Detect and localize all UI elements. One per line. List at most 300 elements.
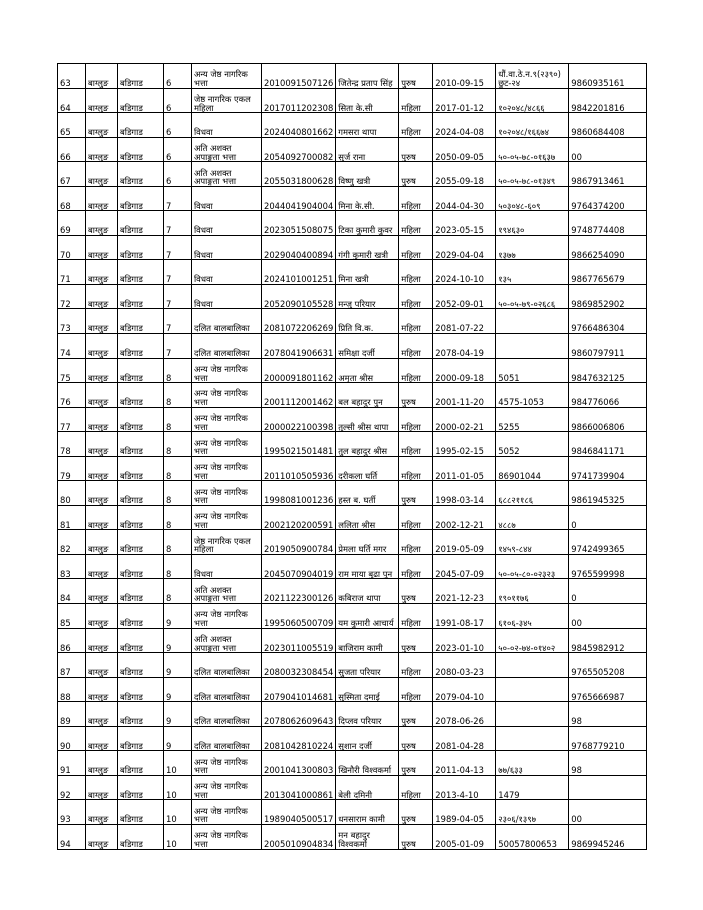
phone-number-cell: 9867765679 — [569, 260, 647, 285]
municipality-cell: बडिगाड — [118, 775, 164, 800]
beneficiary-name-cell: सिता के.सी — [336, 88, 399, 113]
table-row — [58, 604, 647, 629]
allowance-type-cell: जेष्ठ नागरिक एकल महिला — [192, 530, 262, 555]
gender-cell: पुरुष — [399, 702, 433, 727]
table-row — [58, 113, 647, 138]
citizenship-number-cell: ५०-०५-७८-०१६३७ — [496, 137, 569, 162]
allowance-type-cell: विधवा — [192, 235, 262, 260]
beneficiary-name-cell: यम कुमारी आचार्य — [336, 604, 399, 629]
municipality-cell: बडिगाड — [118, 726, 164, 751]
id-number-cell: 2021122300126 — [262, 579, 336, 604]
citizenship-number-cell: 4575-1053 — [496, 383, 569, 408]
id-number-cell: 2079041014681 — [262, 677, 336, 702]
serial-number-cell: 77 — [58, 407, 86, 432]
birth-date-cell: 2050-09-05 — [433, 137, 496, 162]
beneficiary-table — [57, 63, 647, 850]
ward-cell: 8 — [164, 579, 192, 604]
municipality-cell: बडिगाड — [118, 64, 164, 89]
gender-cell: महिला — [399, 284, 433, 309]
ward-cell: 7 — [164, 260, 192, 285]
allowance-type-cell: अन्य जेष्ठ नागरिक भत्ता — [192, 383, 262, 408]
ward-cell: 10 — [164, 751, 192, 776]
district-cell: बाग्लुङ — [86, 824, 118, 849]
phone-number-cell: 9860684408 — [569, 113, 647, 138]
table-row — [58, 579, 647, 604]
gender-cell: महिला — [399, 554, 433, 579]
table-row — [58, 530, 647, 555]
gender-cell: महिला — [399, 775, 433, 800]
phone-number-cell: 9845982912 — [569, 628, 647, 653]
municipality-cell: बडिगाड — [118, 800, 164, 825]
gender-cell: महिला — [399, 186, 433, 211]
beneficiary-name-cell: प्रिति वि.क. — [336, 309, 399, 334]
district-cell: बाग्लुङ — [86, 334, 118, 359]
birth-date-cell: 2023-05-15 — [433, 211, 496, 236]
municipality-cell: बडिगाड — [118, 604, 164, 629]
table-row — [58, 235, 647, 260]
citizenship-number-cell: १९०११७६ — [496, 579, 569, 604]
id-number-cell: 2080032308454 — [262, 653, 336, 678]
serial-number-cell: 67 — [58, 162, 86, 187]
id-number-cell: 2000091801162 — [262, 358, 336, 383]
municipality-cell: बडिगाड — [118, 432, 164, 457]
ward-cell: 8 — [164, 481, 192, 506]
municipality-cell: बडिगाड — [118, 751, 164, 776]
serial-number-cell: 89 — [58, 702, 86, 727]
birth-date-cell: 2000-09-18 — [433, 358, 496, 383]
municipality-cell: बडिगाड — [118, 162, 164, 187]
phone-number-cell: 9846841171 — [569, 432, 647, 457]
id-number-cell: 1989040500517 — [262, 800, 336, 825]
citizenship-number-cell: ५०-०२-७४-०१४०२ — [496, 628, 569, 653]
ward-cell: 6 — [164, 64, 192, 89]
phone-number-cell: 0 — [569, 579, 647, 604]
ward-cell: 7 — [164, 284, 192, 309]
ward-cell: 7 — [164, 334, 192, 359]
serial-number-cell: 71 — [58, 260, 86, 285]
birth-date-cell: 1995-02-15 — [433, 432, 496, 457]
gender-cell: पुरुष — [399, 137, 433, 162]
citizenship-number-cell: 5052 — [496, 432, 569, 457]
gender-cell: महिला — [399, 456, 433, 481]
district-cell: बाग्लुङ — [86, 137, 118, 162]
serial-number-cell: 88 — [58, 677, 86, 702]
citizenship-number-cell: ५०३०४८-६०९ — [496, 186, 569, 211]
municipality-cell: बडिगाड — [118, 211, 164, 236]
birth-date-cell: 2010-09-15 — [433, 64, 496, 89]
id-number-cell: 2005010904834 — [262, 824, 336, 849]
district-cell: बाग्लुङ — [86, 407, 118, 432]
citizenship-number-cell — [496, 334, 569, 359]
beneficiary-name-cell: बल बहादुर पुन — [336, 383, 399, 408]
table-row — [58, 407, 647, 432]
citizenship-number-cell — [496, 726, 569, 751]
table-row — [58, 702, 647, 727]
allowance-type-cell: अन्य जेष्ठ नागरिक भत्ता — [192, 456, 262, 481]
gender-cell: पुरुष — [399, 751, 433, 776]
ward-cell: 8 — [164, 407, 192, 432]
allowance-type-cell: विधवा — [192, 113, 262, 138]
birth-date-cell: 1998-03-14 — [433, 481, 496, 506]
phone-number-cell: 00 — [569, 800, 647, 825]
citizenship-number-cell: 1479 — [496, 775, 569, 800]
allowance-type-cell: जेष्ठ नागरिक एकल महिला — [192, 88, 262, 113]
phone-number-cell: 9765599998 — [569, 554, 647, 579]
gender-cell: महिला — [399, 260, 433, 285]
birth-date-cell: 2078-06-26 — [433, 702, 496, 727]
allowance-type-cell: दलित बालबालिका — [192, 726, 262, 751]
ward-cell: 7 — [164, 235, 192, 260]
citizenship-number-cell: ५०-०५-७९-०२६८६ — [496, 284, 569, 309]
birth-date-cell: 2055-09-18 — [433, 162, 496, 187]
municipality-cell: बडिगाड — [118, 260, 164, 285]
gender-cell: महिला — [399, 653, 433, 678]
gender-cell: पुरुष — [399, 824, 433, 849]
birth-date-cell: 2029-04-04 — [433, 235, 496, 260]
allowance-type-cell: अन्य जेष्ठ नागरिक भत्ता — [192, 800, 262, 825]
gender-cell: महिला — [399, 113, 433, 138]
birth-date-cell: 2081-07-22 — [433, 309, 496, 334]
serial-number-cell: 87 — [58, 653, 86, 678]
table-row — [58, 751, 647, 776]
phone-number-cell: 00 — [569, 137, 647, 162]
ward-cell: 7 — [164, 211, 192, 236]
phone-number-cell: 9860797911 — [569, 334, 647, 359]
phone-number-cell: 9866254090 — [569, 235, 647, 260]
id-number-cell: 2024040801662 — [262, 113, 336, 138]
id-number-cell: 2054092700082 — [262, 137, 336, 162]
beneficiary-name-cell: सुजता परियार — [336, 653, 399, 678]
phone-number-cell: 9766486304 — [569, 309, 647, 334]
table-row — [58, 211, 647, 236]
phone-number-cell: 984776066 — [569, 383, 647, 408]
ward-cell: 6 — [164, 137, 192, 162]
citizenship-number-cell: ६८८२११८६ — [496, 481, 569, 506]
municipality-cell: बडिगाड — [118, 554, 164, 579]
id-number-cell: 2000022100398 — [262, 407, 336, 432]
citizenship-number-cell: ५०-०५-८०-०२३२३ — [496, 554, 569, 579]
id-number-cell: 2081072206269 — [262, 309, 336, 334]
serial-number-cell: 93 — [58, 800, 86, 825]
ward-cell: 9 — [164, 677, 192, 702]
serial-number-cell: 79 — [58, 456, 86, 481]
id-number-cell: 2081042810224 — [262, 726, 336, 751]
ward-cell: 7 — [164, 186, 192, 211]
serial-number-cell: 69 — [58, 211, 86, 236]
district-cell: बाग्लुङ — [86, 604, 118, 629]
serial-number-cell: 76 — [58, 383, 86, 408]
table-row — [58, 824, 647, 849]
serial-number-cell: 82 — [58, 530, 86, 555]
citizenship-number-cell: १४५९-८४४ — [496, 530, 569, 555]
district-cell: बाग्लुङ — [86, 211, 118, 236]
gender-cell: महिला — [399, 334, 433, 359]
municipality-cell: बडिगाड — [118, 481, 164, 506]
district-cell: बाग्लुङ — [86, 702, 118, 727]
id-number-cell: 2002120200591 — [262, 505, 336, 530]
birth-date-cell: 2023-01-10 — [433, 628, 496, 653]
table-row — [58, 677, 647, 702]
birth-date-cell: 2078-04-19 — [433, 334, 496, 359]
phone-number-cell: 9861945325 — [569, 481, 647, 506]
id-number-cell: 2029040400894 — [262, 235, 336, 260]
ward-cell: 8 — [164, 554, 192, 579]
beneficiary-name-cell: गंगी कुमारी खत्री — [336, 235, 399, 260]
citizenship-number-cell: 86901044 — [496, 456, 569, 481]
serial-number-cell: 75 — [58, 358, 86, 383]
ward-cell: 6 — [164, 113, 192, 138]
district-cell: बाग्लुङ — [86, 235, 118, 260]
id-number-cell: 2001112001462 — [262, 383, 336, 408]
citizenship-number-cell: १९४६३० — [496, 211, 569, 236]
gender-cell: पुरुष — [399, 64, 433, 89]
birth-date-cell: 2045-07-09 — [433, 554, 496, 579]
id-number-cell: 2019050900784 — [262, 530, 336, 555]
municipality-cell: बडिगाड — [118, 824, 164, 849]
phone-number-cell: 9748774408 — [569, 211, 647, 236]
beneficiary-name-cell: सुशान दर्जी — [336, 726, 399, 751]
phone-number-cell: 98 — [569, 702, 647, 727]
table-row — [58, 137, 647, 162]
allowance-type-cell: दलित बालबालिका — [192, 677, 262, 702]
table-row — [58, 162, 647, 187]
allowance-type-cell: अति अशक्त अपाङ्गता भत्ता — [192, 137, 262, 162]
beneficiary-name-cell: धनसाराम कामी — [336, 800, 399, 825]
municipality-cell: बडिगाड — [118, 88, 164, 113]
ward-cell: 9 — [164, 653, 192, 678]
gender-cell: महिला — [399, 505, 433, 530]
allowance-type-cell: विधवा — [192, 554, 262, 579]
serial-number-cell: 78 — [58, 432, 86, 457]
serial-number-cell: 81 — [58, 505, 86, 530]
serial-number-cell: 90 — [58, 726, 86, 751]
municipality-cell: बडिगाड — [118, 530, 164, 555]
serial-number-cell: 85 — [58, 604, 86, 629]
table-row — [58, 456, 647, 481]
serial-number-cell: 70 — [58, 235, 86, 260]
phone-number-cell: 0 — [569, 505, 647, 530]
municipality-cell: बडिगाड — [118, 653, 164, 678]
gender-cell: महिला — [399, 358, 433, 383]
ward-cell: 8 — [164, 505, 192, 530]
beneficiary-name-cell: हस्त ब. घर्ती — [336, 481, 399, 506]
serial-number-cell: 92 — [58, 775, 86, 800]
beneficiary-name-cell: मन्जु परियार — [336, 284, 399, 309]
allowance-type-cell: अन्य जेष्ठ नागरिक भत्ता — [192, 751, 262, 776]
serial-number-cell: 91 — [58, 751, 86, 776]
birth-date-cell: 2024-10-10 — [433, 260, 496, 285]
phone-number-cell: 9764374200 — [569, 186, 647, 211]
serial-number-cell: 74 — [58, 334, 86, 359]
citizenship-number-cell — [496, 653, 569, 678]
district-cell: बाग्लुङ — [86, 481, 118, 506]
ward-cell: 6 — [164, 162, 192, 187]
ward-cell: 7 — [164, 309, 192, 334]
table-row — [58, 186, 647, 211]
ward-cell: 10 — [164, 800, 192, 825]
district-cell: बाग्लुङ — [86, 505, 118, 530]
citizenship-number-cell: १३५ — [496, 260, 569, 285]
beneficiary-name-cell: टिका कुमारी कुवर — [336, 211, 399, 236]
birth-date-cell: 2081-04-28 — [433, 726, 496, 751]
beneficiary-name-cell: जितेन्द्र प्रताप सिंह — [336, 64, 399, 89]
birth-date-cell: 2011-04-13 — [433, 751, 496, 776]
citizenship-number-cell: १०२०४८/१६६७४ — [496, 113, 569, 138]
id-number-cell: 2055031800628 — [262, 162, 336, 187]
district-cell: बाग्लुङ — [86, 726, 118, 751]
serial-number-cell: 80 — [58, 481, 86, 506]
gender-cell: महिला — [399, 530, 433, 555]
table-row — [58, 334, 647, 359]
ward-cell: 8 — [164, 358, 192, 383]
birth-date-cell: 2017-01-12 — [433, 88, 496, 113]
municipality-cell: बडिगाड — [118, 579, 164, 604]
beneficiary-name-cell: सुस्मिता दमाई — [336, 677, 399, 702]
municipality-cell: बडिगाड — [118, 505, 164, 530]
allowance-type-cell: अन्य जेष्ठ नागरिक भत्ता — [192, 64, 262, 89]
id-number-cell: 2078041906631 — [262, 334, 336, 359]
allowance-type-cell: अन्य जेष्ठ नागरिक भत्ता — [192, 824, 262, 849]
beneficiary-name-cell: समिक्षा दर्जी — [336, 334, 399, 359]
beneficiary-name-cell: दरीकला घर्ति — [336, 456, 399, 481]
id-number-cell: 2044041904004 — [262, 186, 336, 211]
gender-cell: महिला — [399, 432, 433, 457]
allowance-type-cell: अन्य जेष्ठ नागरिक भत्ता — [192, 775, 262, 800]
phone-number-cell: 00 — [569, 604, 647, 629]
beneficiary-name-cell: अमृता श्रीस — [336, 358, 399, 383]
district-cell: बाग्लुङ — [86, 64, 118, 89]
citizenship-number-cell: ४८८७ — [496, 505, 569, 530]
id-number-cell: 2001041300803 — [262, 751, 336, 776]
allowance-type-cell: विधवा — [192, 211, 262, 236]
ward-cell: 8 — [164, 383, 192, 408]
serial-number-cell: 68 — [58, 186, 86, 211]
allowance-type-cell: अति अशक्त अपाङ्गता भत्ता — [192, 579, 262, 604]
serial-number-cell: 84 — [58, 579, 86, 604]
phone-number-cell: 9765505208 — [569, 653, 647, 678]
beneficiary-name-cell: बेली दमिनी — [336, 775, 399, 800]
table-row — [58, 432, 647, 457]
id-number-cell: 2052090105528 — [262, 284, 336, 309]
serial-number-cell: 83 — [58, 554, 86, 579]
gender-cell: महिला — [399, 407, 433, 432]
citizenship-number-cell: 5255 — [496, 407, 569, 432]
district-cell: बाग्लुङ — [86, 186, 118, 211]
table-row — [58, 800, 647, 825]
allowance-type-cell: अति अशक्त अपाङ्गता भत्ता — [192, 162, 262, 187]
birth-date-cell: 2021-12-23 — [433, 579, 496, 604]
district-cell: बाग्लुङ — [86, 309, 118, 334]
beneficiary-name-cell: सुर्ज राना — [336, 137, 399, 162]
birth-date-cell: 2019-05-09 — [433, 530, 496, 555]
table-body — [58, 64, 647, 850]
id-number-cell: 2023011005519 — [262, 628, 336, 653]
table-row — [58, 260, 647, 285]
birth-date-cell: 1989-04-05 — [433, 800, 496, 825]
municipality-cell: बडिगाड — [118, 702, 164, 727]
table-row — [58, 628, 647, 653]
birth-date-cell: 1991-08-17 — [433, 604, 496, 629]
id-number-cell: 2045070904019 — [262, 554, 336, 579]
beneficiary-name-cell: मिना खत्री — [336, 260, 399, 285]
beneficiary-name-cell: राम माया बुढा पुन — [336, 554, 399, 579]
district-cell: बाग्लुङ — [86, 554, 118, 579]
gender-cell: पुरुष — [399, 383, 433, 408]
gender-cell: पुरुष — [399, 628, 433, 653]
gender-cell: महिला — [399, 211, 433, 236]
serial-number-cell: 66 — [58, 137, 86, 162]
citizenship-number-cell — [496, 702, 569, 727]
ward-cell: 10 — [164, 824, 192, 849]
id-number-cell: 2078062609643 — [262, 702, 336, 727]
ward-cell: 6 — [164, 88, 192, 113]
phone-number-cell: 9866006806 — [569, 407, 647, 432]
municipality-cell: बडिगाड — [118, 383, 164, 408]
birth-date-cell: 2052-09-01 — [433, 284, 496, 309]
birth-date-cell: 2024-04-08 — [433, 113, 496, 138]
district-cell: बाग्लुङ — [86, 162, 118, 187]
ward-cell: 8 — [164, 530, 192, 555]
table-row — [58, 775, 647, 800]
beneficiary-name-cell: कबिराज थापा — [336, 579, 399, 604]
gender-cell: महिला — [399, 88, 433, 113]
table-row — [58, 383, 647, 408]
beneficiary-name-cell: मन बहादुर विश्वकर्मा — [336, 824, 399, 849]
allowance-type-cell: अन्य जेष्ठ नागरिक भत्ता — [192, 432, 262, 457]
gender-cell: महिला — [399, 677, 433, 702]
allowance-type-cell: दलित बालबालिका — [192, 309, 262, 334]
ward-cell: 8 — [164, 456, 192, 481]
municipality-cell: बडिगाड — [118, 235, 164, 260]
municipality-cell: बडिगाड — [118, 334, 164, 359]
table-row — [58, 88, 647, 113]
district-cell: बाग्लुङ — [86, 751, 118, 776]
birth-date-cell: 2079-04-10 — [433, 677, 496, 702]
id-number-cell: 2017011202308 — [262, 88, 336, 113]
birth-date-cell: 2011-01-05 — [433, 456, 496, 481]
gender-cell: महिला — [399, 309, 433, 334]
district-cell: बाग्लुङ — [86, 653, 118, 678]
phone-number-cell — [569, 775, 647, 800]
table-row — [58, 726, 647, 751]
ward-cell: 10 — [164, 775, 192, 800]
allowance-type-cell: विधवा — [192, 186, 262, 211]
citizenship-number-cell: 50057800653 — [496, 824, 569, 849]
table-row — [58, 505, 647, 530]
id-number-cell: 2024101001251 — [262, 260, 336, 285]
beneficiary-name-cell: दिप्लव परियार — [336, 702, 399, 727]
citizenship-number-cell: 5051 — [496, 358, 569, 383]
ward-cell: 8 — [164, 432, 192, 457]
municipality-cell: बडिगाड — [118, 407, 164, 432]
gender-cell: महिला — [399, 235, 433, 260]
serial-number-cell: 73 — [58, 309, 86, 334]
gender-cell: महिला — [399, 604, 433, 629]
district-cell: बाग्लुङ — [86, 628, 118, 653]
citizenship-number-cell — [496, 309, 569, 334]
district-cell: बाग्लुङ — [86, 456, 118, 481]
gender-cell: पुरुष — [399, 481, 433, 506]
citizenship-number-cell: ५०-०५-७८-०१३४९ — [496, 162, 569, 187]
id-number-cell: 1995021501481 — [262, 432, 336, 457]
citizenship-number-cell: ६१०६-३४५ — [496, 604, 569, 629]
citizenship-number-cell: १३७७ — [496, 235, 569, 260]
serial-number-cell: 64 — [58, 88, 86, 113]
serial-number-cell: 86 — [58, 628, 86, 653]
citizenship-number-cell: धौं.वा.ठे.न.९(२३९०) छुट-२४ — [496, 64, 569, 89]
citizenship-number-cell: २३०६/१३९७ — [496, 800, 569, 825]
table-row — [58, 284, 647, 309]
